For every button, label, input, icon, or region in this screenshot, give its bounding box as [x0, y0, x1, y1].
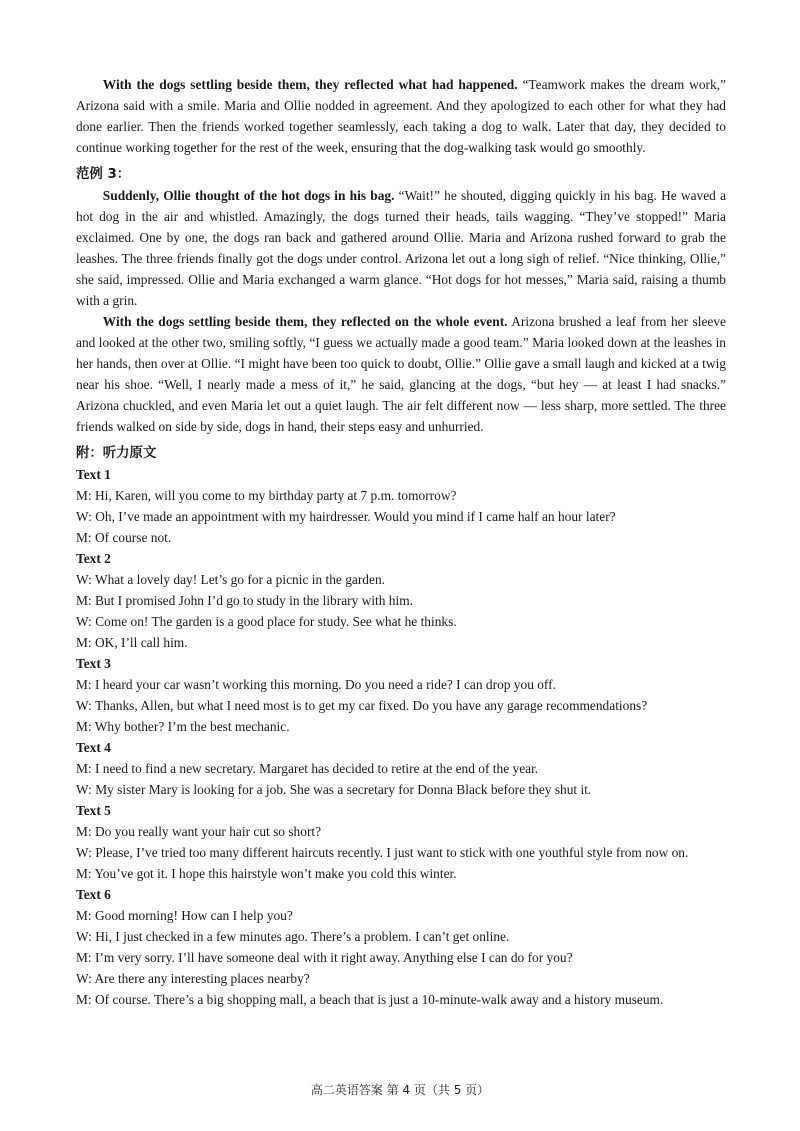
text-title: Text 4	[76, 740, 111, 755]
dialogue-line: W: Come on! The garden is a good place for study. See what he thinks.	[76, 614, 457, 629]
listening-text-2	[76, 548, 726, 653]
dialogue-line: W: Are there any interesting places nearby?	[76, 971, 310, 986]
dialogue-line: M: Good morning! How can I help you?	[76, 908, 293, 923]
dialogue-line: M: Of course not.	[76, 530, 172, 545]
listening-text-6	[76, 884, 726, 1010]
text-title: Text 2	[76, 551, 111, 566]
text-title: Text 3	[76, 656, 111, 671]
page-footer: 高二英语答案 第 4 页（共 5 页）	[310, 1083, 490, 1097]
example3-heading: 范例 3：	[76, 167, 131, 182]
dialogue-line: W: Hi, I just checked in a few minutes ago. There’s a problem. I can’t get online.	[76, 929, 510, 944]
text-title: Text 1	[76, 467, 111, 482]
dialogue-line: M: I heard your car wasn’t working this morning. Do you need a ride? I can drop you off.	[76, 677, 556, 692]
dialogue-line: M: Why bother? I’m the best mechanic.	[76, 719, 290, 734]
listening-text-4	[76, 737, 726, 800]
dialogue-line: M: But I promised John I’d go to study in the library with him.	[76, 593, 413, 608]
dialogue-line: W: Please, I’ve tried too many different haircuts recently. I just want to stick with one youthful style from now on.	[76, 845, 689, 860]
example3-paragraph-2	[76, 311, 726, 437]
dialogue-line: W: Thanks, Allen, but what I need most is to get my car fixed. Do you have any garage recommendations?	[76, 698, 648, 713]
dialogue-line: M: OK, I’ll call him.	[76, 635, 188, 650]
document-page	[76, 74, 726, 1010]
paragraph-body: Arizona brushed a leaf from her sleeve and looked at the other two, smiling softly, “I guess we actually made a good team.” Maria looked down at the leashes in her hands, then over at Ollie. “I might have been too quick to doubt, Ollie.” Ollie gave a small laugh and kicked at a twig near his shoe. “Well, I nearly made a mess of it,” he said, glancing at the dogs, “but hey — at least I had snacks.” Arizona chuckled, and even Maria let out a quiet laugh. The air felt different now — less sharp, more settled. The three friends walked on side by side, dogs in hand, their steps easy and unhurried.	[76, 314, 726, 434]
dialogue-line: M: Of course. There’s a big shopping mall, a beach that is just a 10-minute-walk away and a history museum.	[76, 992, 664, 1007]
dialogue-line: M: I’m very sorry. I’ll have someone deal with it right away. Anything else I can do for you?	[76, 950, 573, 965]
dialogue-line: W: What a lovely day! Let’s go for a picnic in the garden.	[76, 572, 385, 587]
example3-paragraph-1	[76, 185, 726, 311]
text-title: Text 5	[76, 803, 111, 818]
paragraph-lead-sentence: With the dogs settling beside them, they reflected what had happened.	[102, 77, 518, 92]
text-title: Text 6	[76, 887, 111, 902]
dialogue-line: M: Hi, Karen, will you come to my birthday party at 7 p.m. tomorrow?	[76, 488, 457, 503]
listening-text-1	[76, 464, 726, 548]
paragraph-body: “Teamwork makes the dream work,” Arizona said with a smile. Maria and Ollie nodded in agreement. And they apologized to each other for what they had done earlier. Then the friends worked together seamlessly, each taking a dog to walk. Later that day, they decided to continue working together for the rest of the week, ensuring that the dog-walking task would go smoothly.	[76, 77, 726, 155]
example2-closing-paragraph	[76, 74, 726, 158]
paragraph-lead-sentence: Suddenly, Ollie thought of the hot dogs in his bag.	[102, 188, 395, 203]
listening-script-heading: 附：听力原文	[76, 446, 157, 461]
dialogue-line: W: My sister Mary is looking for a job. She was a secretary for Donna Black before they shut it.	[76, 782, 592, 797]
listening-text-3	[76, 653, 726, 737]
paragraph-body: “Wait!” he shouted, digging quickly in his bag. He waved a hot dog in the air and whistled. Amazingly, the dogs turned their heads, tails wagging. “They’ve stopped!” Maria exclaimed. One by one, the dogs ran back and gathered around Ollie. Maria and Arizona rushed forward to grab the leashes. The three friends finally got the dogs under control. Arizona let out a long sigh of relief. “Nice thinking, Ollie,” she said, impressed. Ollie and Maria exchanged a warm glance. “Hot dogs for hot messes,” Maria said, raising a thumb with a grin.	[76, 188, 727, 308]
dialogue-line: W: Oh, I’ve made an appointment with my hairdresser. Would you mind if I came half an hour later?	[76, 509, 616, 524]
dialogue-line: M: You’ve got it. I hope this hairstyle won’t make you cold this winter.	[76, 866, 457, 881]
listening-text-5	[76, 800, 726, 884]
dialogue-line: M: I need to find a new secretary. Margaret has decided to retire at the end of the year.	[76, 761, 539, 776]
dialogue-line: M: Do you really want your hair cut so short?	[76, 824, 322, 839]
paragraph-lead-sentence: With the dogs settling beside them, they reflected on the whole event.	[102, 314, 508, 329]
